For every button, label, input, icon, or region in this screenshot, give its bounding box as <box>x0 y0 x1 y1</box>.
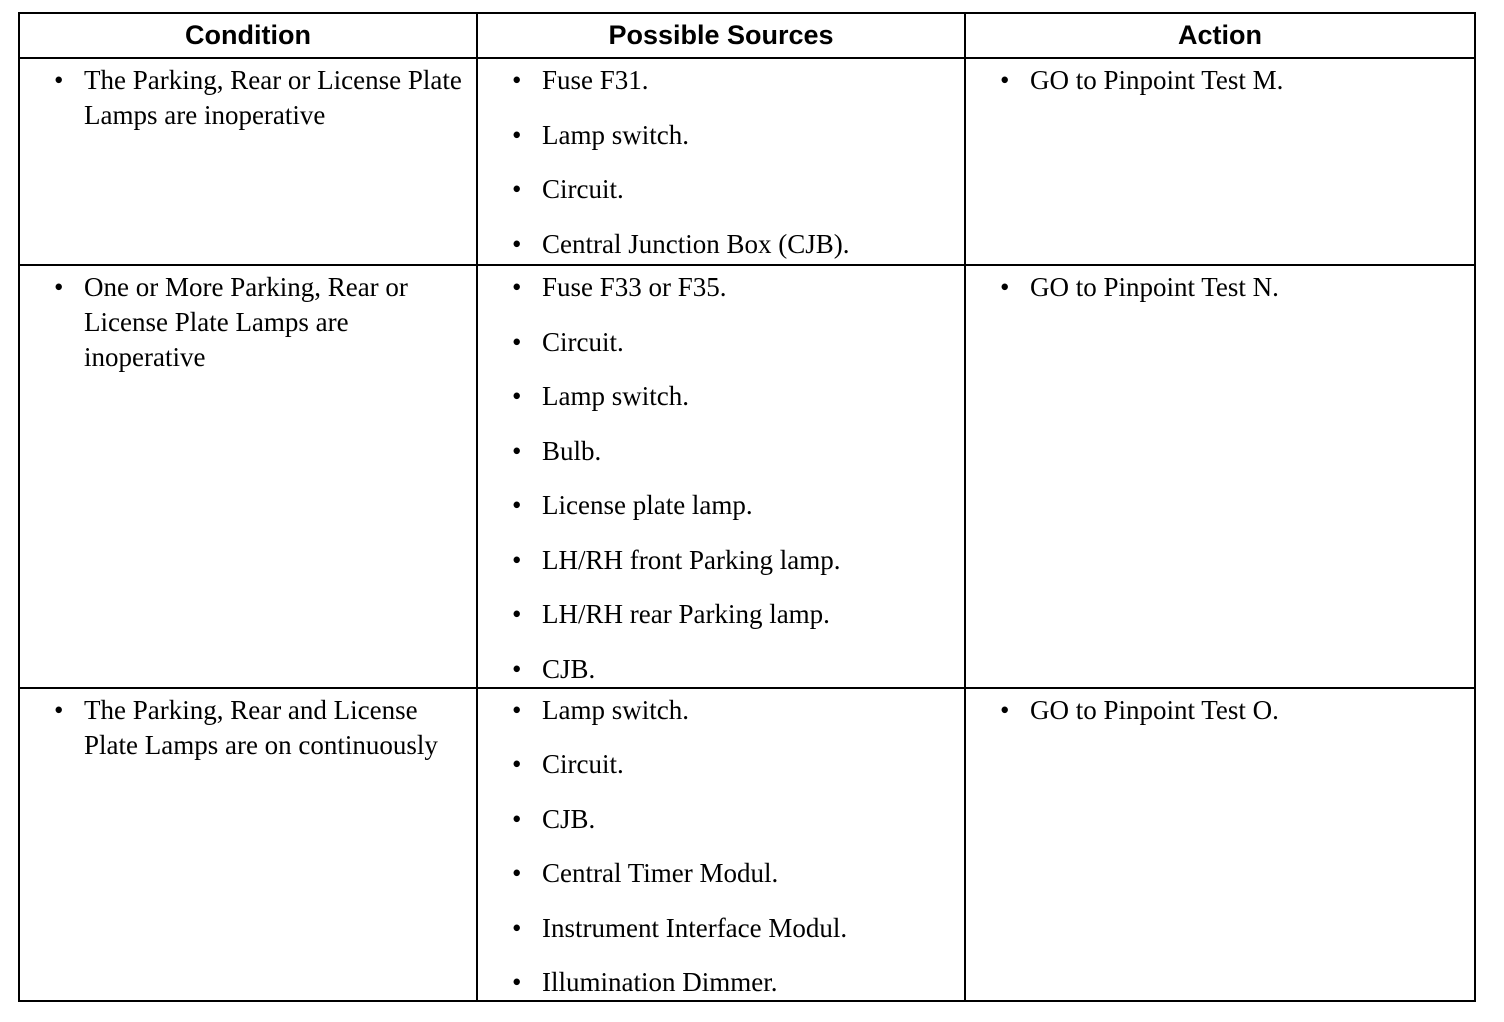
action-text: • GO to Pinpoint Test O. <box>966 693 1474 728</box>
source-item: • Fuse F31. <box>478 63 964 98</box>
condition-text: • The Parking, Rear and License Plate Lamps are on continuously <box>20 693 476 763</box>
source-item: • License plate lamp. <box>478 488 964 523</box>
condition-text: • One or More Parking, Rear or License Plate Lamps are inoperative <box>20 270 476 375</box>
sources-cell <box>477 265 965 688</box>
source-item: • CJB. <box>478 802 964 837</box>
header-possible-sources: Possible Sources <box>477 13 965 58</box>
sources-cell <box>477 688 965 1002</box>
sources-cell <box>477 58 965 265</box>
action-text: • GO to Pinpoint Test M. <box>966 63 1474 98</box>
source-item: • Lamp switch. <box>478 379 964 414</box>
header-action: Action <box>965 13 1475 58</box>
table-row <box>19 58 1475 265</box>
condition-cell <box>19 58 477 265</box>
source-item: • Lamp switch. <box>478 118 964 153</box>
header-row <box>19 13 1475 58</box>
source-item: • CJB. <box>478 652 964 687</box>
source-item: • Circuit. <box>478 747 964 782</box>
source-item: • Central Junction Box (CJB). <box>478 227 964 262</box>
action-cell <box>965 265 1475 688</box>
source-item: • LH/RH rear Parking lamp. <box>478 597 964 632</box>
condition-text: • The Parking, Rear or License Plate Lamps are inoperative <box>20 63 476 133</box>
table-row <box>19 688 1475 1002</box>
action-text: • GO to Pinpoint Test N. <box>966 270 1474 305</box>
action-cell <box>965 688 1475 1002</box>
source-item: • Circuit. <box>478 325 964 360</box>
source-item: • Central Timer Modul. <box>478 856 964 891</box>
source-item: • Fuse F33 or F35. <box>478 270 964 305</box>
source-item: • Lamp switch. <box>478 693 964 728</box>
table-row <box>19 265 1475 688</box>
source-item: • LH/RH front Parking lamp. <box>478 543 964 578</box>
source-item: • Bulb. <box>478 434 964 469</box>
source-item: • Circuit. <box>478 172 964 207</box>
diagnosis-table <box>18 12 1476 1002</box>
condition-cell <box>19 688 477 1002</box>
header-condition: Condition <box>19 13 477 58</box>
source-item: • Illumination Dimmer. <box>478 965 964 1000</box>
action-cell <box>965 58 1475 265</box>
source-item: • Instrument Interface Modul. <box>478 911 964 946</box>
condition-cell <box>19 265 477 688</box>
